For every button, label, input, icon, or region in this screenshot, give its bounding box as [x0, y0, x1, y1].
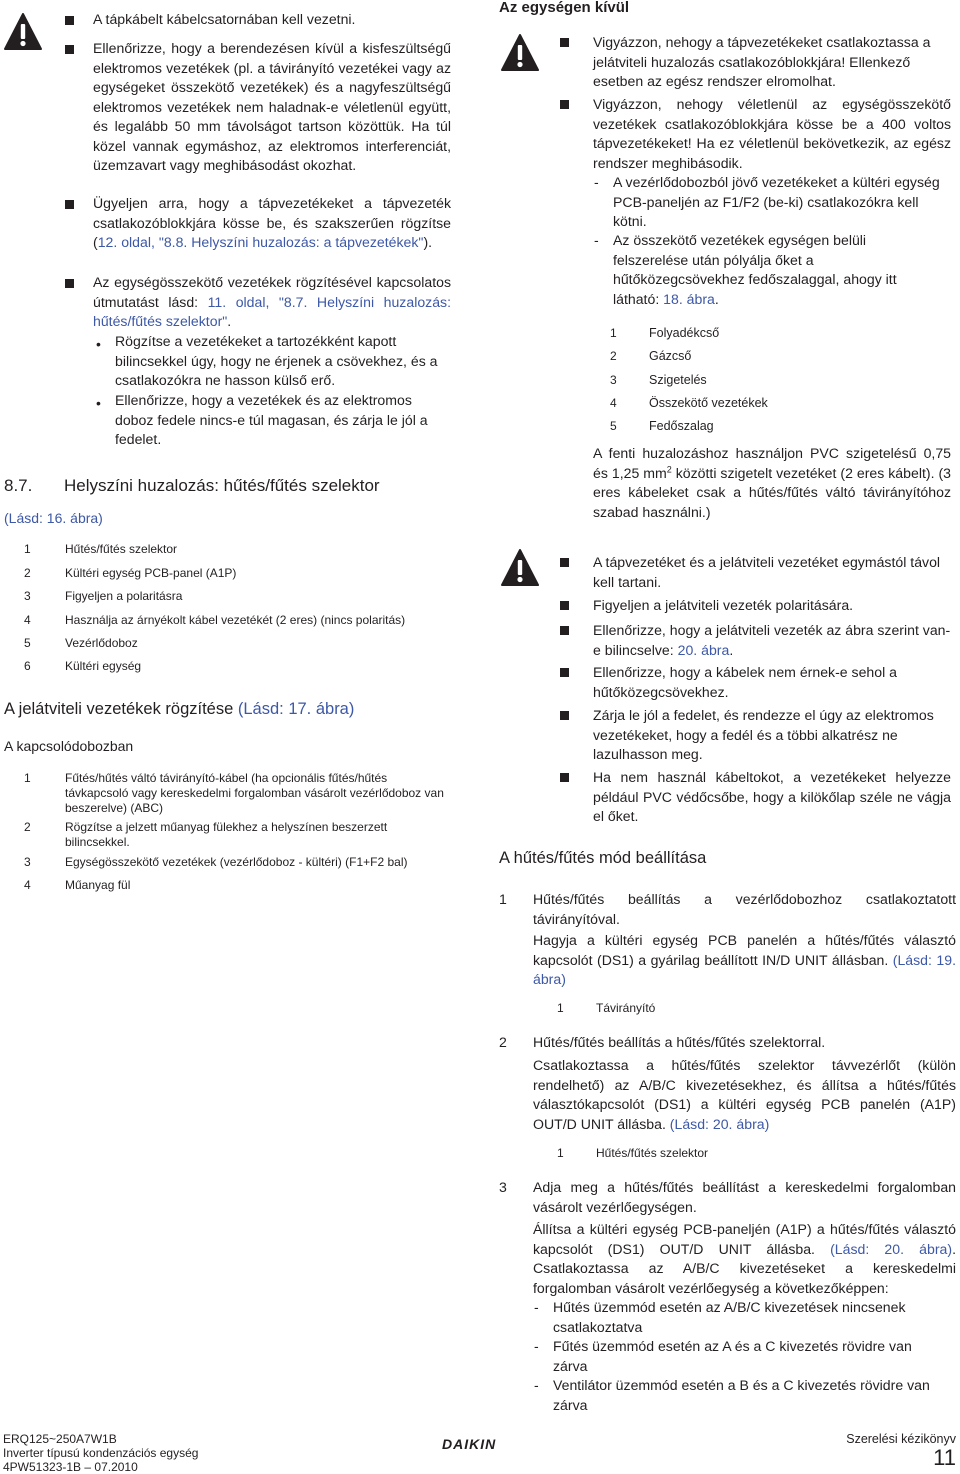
right-heading: Az egységen kívül — [499, 0, 630, 16]
step-title: Hűtés/fűtés beállítás a hűtés/fűtés szelektorral. — [533, 1034, 826, 1050]
text-run: Az egységösszekötő vezetékek rögzítésével kapcsolatos útmutatást lásd: — [93, 274, 451, 310]
legend-number: 5 — [610, 419, 617, 433]
legend-text: Fűtés/hűtés váltó távirányító-kábel (ha opcionális fűtés/hűtés távkapcsoló vagy kereskedelmi forgalomban vásárolt vezérlődoboz van beszerelve) (ABC) — [65, 771, 444, 815]
dash-bullet-text: Ventilátor üzemmód esetén a B és a C kivezetés rövidre van zárva — [553, 1377, 930, 1413]
text-run: Állítsa a kültéri egység PCB-paneljén (A1P) a hűtés/fűtés választó kapcsolót (DS1) OUT/D UNIT állásba. — [533, 1221, 956, 1257]
square-bullet-icon — [560, 38, 569, 47]
square-bullet-icon — [65, 45, 74, 54]
legend-number: 1 — [610, 326, 617, 340]
section-number: 8.7. — [4, 476, 33, 495]
legend-number: 4 — [24, 878, 31, 892]
square-bullet-icon — [560, 100, 569, 109]
text-run: közötti szigetelt vezetéket (2 eres kábelt). (3 eres kábeleket csak a hűtés/fűtés váltó távirányítóhoz szabad használni.) — [593, 464, 951, 520]
square-bullet-icon — [560, 773, 569, 782]
section-title: Helyszíni huzalozás: hűtés/fűtés szelektor — [64, 476, 380, 495]
legend-number: 1 — [24, 771, 31, 785]
square-bullet-icon — [65, 200, 74, 209]
legend-text: Egységösszekötő vezetékek (vezérlődoboz - kültéri) (F1+F2 bal) — [65, 855, 408, 869]
footer-product: Inverter típusú kondenzációs egység — [3, 1446, 199, 1460]
legend-text: Vezérlődoboz — [65, 636, 138, 650]
dash-bullet: - — [534, 1377, 539, 1393]
legend-number: 4 — [610, 396, 617, 410]
text-run: . — [729, 641, 734, 658]
legend-text: Távirányító — [596, 1001, 656, 1015]
figure-reference-link[interactable]: 20. ábra — [677, 641, 730, 658]
text-run: Ellenőrizze, hogy a jelátviteli vezeték az ábra szerint van-e bilincselve: — [593, 622, 951, 658]
warning-bullet-text: Ha nem használ kábeltokot, a vezetékeket helyezze például PVC védőcsőbe, hogy a kilökőlap széle ne vágja el őket. — [593, 769, 951, 824]
square-bullet-icon — [560, 711, 569, 720]
figure-reference-link[interactable]: (Lásd: 20. ábra) — [669, 1115, 770, 1132]
page-number: 11 — [933, 1445, 956, 1470]
legend-text: Gázcső — [649, 349, 692, 363]
daikin-logo: DAIKIN — [442, 1436, 497, 1452]
subsection-title-text: A jelátviteli vezetékek rögzítése — [4, 700, 238, 718]
square-bullet-icon — [560, 601, 569, 610]
step-body — [533, 1220, 956, 1298]
text-run: ). — [423, 234, 433, 250]
legend-text: Műanyag fül — [65, 878, 131, 892]
warning-triangle-icon — [500, 33, 540, 73]
footer-model: ERQ125~250A7W1B — [3, 1432, 117, 1446]
step-number: 1 — [499, 891, 507, 907]
warning-bullet-text: Vigyázzon, nehogy véletlenül az egységösszekötő vezetékek csatlakozóblokkjára kösse be a 400 voltos tápvezetékeket! Ha ez véletlenül bekövetkezik, az egész rendszer meghibásodik. — [593, 96, 951, 171]
page-footer — [0, 1426, 960, 1474]
warning-bullet-text — [593, 621, 951, 660]
legend-text: Használja az árnyékolt kábel vezetékét (2 eres) (nincs polaritás) — [65, 613, 406, 627]
warning-bullet-text: Ellenőrizze, hogy a berendezésen kívül a kisfeszültségű elektromos vezetékek (pl. a távirányító vezetékei vagy az egységeket összekötő vezetékek) és a nagyfeszültségű elektromos vezetékek nem haladnak-e véletlenül együtt, és legalább 50 mm távolságot tartson közöttük. Ha túl közel vannak egymáshoz, az elektromos interferenciát, üzemzavart vagy meghibásodást okozhat. — [93, 40, 451, 173]
text-run: A fenti huzalozáshoz használjon PVC szigetelésű 0,75 és 1,25 mm — [593, 445, 951, 481]
legend-number: 3 — [24, 589, 31, 603]
figure-reference-link[interactable]: (Lásd: 19. ábra) — [533, 951, 956, 987]
legend-text: Folyadékcső — [649, 326, 720, 340]
dash-bullet: - — [594, 174, 599, 190]
round-bullet-icon: • — [96, 336, 101, 352]
square-bullet-icon — [560, 558, 569, 567]
superscript: 2 — [666, 463, 672, 474]
step-number: 2 — [499, 1034, 507, 1050]
sub-bullet-text: Rögzítse a vezetékeket a tartozékként kapott bilincsekkel úgy, hogy ne érjenek a csövekhez, és a csatlakozókra ne hasson külső erő. — [115, 333, 438, 388]
warning-triangle-icon — [500, 548, 540, 588]
dash-bullet: - — [594, 232, 599, 248]
dash-bullet-text: A vezérlődobozból jövő vezetékeket a kültéri egység PCB-paneljén az F1/F2 (be-ki) csatlakozókra kell kötni. — [613, 174, 940, 229]
figure-reference-link[interactable]: 18. ábra — [663, 290, 715, 307]
mode-section-title: A hűtés/fűtés mód beállítása — [499, 849, 707, 867]
subsection-title — [4, 700, 354, 719]
step-title: Hűtés/fűtés beállítás a vezérlődobozhoz csatlakoztatott távirányítóval. — [533, 891, 956, 927]
text-run: Az összekötő vezetékek egységen belüli felszerelése után pólyálja őket a hűtőközegcsövekhez fedőszalaggal, ahogy itt látható: — [613, 232, 897, 307]
warning-triangle-icon — [3, 12, 43, 52]
legend-number: 2 — [610, 349, 617, 363]
text-run: . Csatlakoztassa az A/B/C kivezetéseket a kereskedelmi forgalomban vásárolt vezérlőegység a következőképpen: — [533, 1240, 956, 1296]
legend-text: Szigetelés — [649, 373, 707, 387]
legend-text: Összekötő vezetékek — [649, 396, 768, 410]
legend-number: 2 — [24, 820, 31, 834]
square-bullet-icon — [560, 626, 569, 635]
text-run: Hagyja a kültéri egység PCB panelén a hűtés/fűtés választó kapcsolót (DS1) a gyárilag beállított IN/D UNIT állásban. — [533, 932, 956, 968]
legend-number: 4 — [24, 613, 31, 627]
warning-bullet-text: Ellenőrizze, hogy a kábelek nem érnek-e sehol a hűtőközegcsövekhez. — [593, 664, 897, 700]
footer-manual-title: Szerelési kézikönyv — [846, 1432, 956, 1446]
warning-bullet-text: A tápvezetéket és a jelátviteli vezetéket egymástól távol kell tartani. — [593, 554, 941, 590]
square-bullet-icon — [65, 279, 74, 288]
warning-bullet-text: Vigyázzon, nehogy a tápvezetékeket csatlakoztassa a jelátviteli huzalozás csatlakozóblokkjára! Ellenkező esetben az egész rendszer elromolhat. — [593, 34, 931, 89]
step-title: Adja meg a hűtés/fűtés beállítást a kereskedelmi forgalomban vásárolt vezérlőegységen. — [533, 1179, 956, 1215]
dash-bullet: - — [534, 1338, 539, 1354]
text-run: Ügyeljen arra, hogy a tápvezetékeket a tápvezeték csatlakozóblokkjára kösse be, és szakszerűen rögzítse ( — [93, 195, 451, 250]
dash-bullet-text — [613, 231, 943, 309]
warning-bullet-text: Zárja le jól a fedelet, és rendezze el úgy az elektromos vezetékeket, hogy a fedél és a többi alkatrész ne lazulhasson meg. — [593, 707, 934, 762]
page-reference-link[interactable]: 11. oldal, "8.7. Helyszíni huzalozás: hűtés/fűtés szelektor" — [93, 293, 452, 329]
warning-bullet-text — [93, 194, 451, 253]
legend-number: 2 — [24, 566, 31, 580]
box-title: A kapcsolódobozban — [4, 738, 134, 754]
legend-number: 6 — [24, 659, 31, 673]
text-run: Csatlakoztassa a hűtés/fűtés szelektor távvezérlőt (külön rendelhető) az A/B/C kivezetésekhez, és állítsa a hűtés/fűtés választókapcsolót (DS1) a kültéri egység PCB panelén (A1P) OUT/D UNIT állásba. — [533, 1057, 956, 1132]
legend-text: Fedőszalag — [649, 419, 714, 433]
warning-bullet-text: A tápkábelt kábelcsatornában kell vezetni. — [93, 11, 356, 27]
figure-reference-link[interactable]: (Lásd: 20. ábra) — [830, 1240, 953, 1257]
text-run: . — [227, 313, 232, 329]
legend-number: 5 — [24, 636, 31, 650]
dash-bullet: - — [534, 1299, 539, 1315]
legend-number: 3 — [610, 373, 617, 387]
legend-text: Hűtés/fűtés szelektor — [65, 542, 178, 556]
legend-text: Rögzítse a jelzett műanyag fülekhez a helyszínen beszerzett bilincsekkel. — [65, 820, 388, 849]
text-run: . — [714, 290, 719, 307]
legend-number: 1 — [24, 542, 31, 556]
sub-bullet-text: Ellenőrizze, hogy a vezetékek és az elektromos doboz fedele nincs-e túl magasan, és zárja le jól a fedelet. — [115, 392, 428, 447]
figure-reference-link[interactable]: (Lásd: 17. ábra) — [237, 700, 355, 718]
square-bullet-icon — [560, 668, 569, 677]
step-number: 3 — [499, 1179, 507, 1195]
dash-bullet-text: Hűtés üzemmód esetén az A/B/C kivezetések nincsenek csatlakoztatva — [553, 1299, 906, 1335]
legend-text: Hűtés/fűtés szelektor — [596, 1146, 709, 1160]
page-reference-link[interactable]: 12. oldal, "8.8. Helyszíni huzalozás: a tápvezetékek" — [97, 234, 424, 250]
step-body — [533, 931, 956, 990]
dash-bullet-text: Fűtés üzemmód esetén az A és a C kivezetés rövidre van zárva — [553, 1338, 912, 1374]
legend-number: 1 — [557, 1001, 564, 1015]
footer-doc-code: 4PW51323-1B – 07.2010 — [3, 1460, 138, 1474]
legend-text: Kültéri egység PCB-panel (A1P) — [65, 566, 237, 580]
legend-number: 1 — [557, 1146, 564, 1160]
round-bullet-icon: • — [96, 395, 101, 411]
square-bullet-icon — [65, 16, 74, 25]
warning-bullet-text: Figyeljen a jelátviteli vezeték polaritására. — [593, 597, 854, 613]
step-body — [533, 1056, 956, 1134]
legend-number: 3 — [24, 855, 31, 869]
warning-bullet-text — [93, 273, 451, 332]
pvc-cable-note — [593, 444, 951, 522]
figure-reference-link[interactable]: (Lásd: 16. ábra) — [4, 510, 103, 526]
legend-text: Kültéri egység — [65, 659, 142, 673]
legend-text: Figyeljen a polaritásra — [65, 589, 183, 603]
